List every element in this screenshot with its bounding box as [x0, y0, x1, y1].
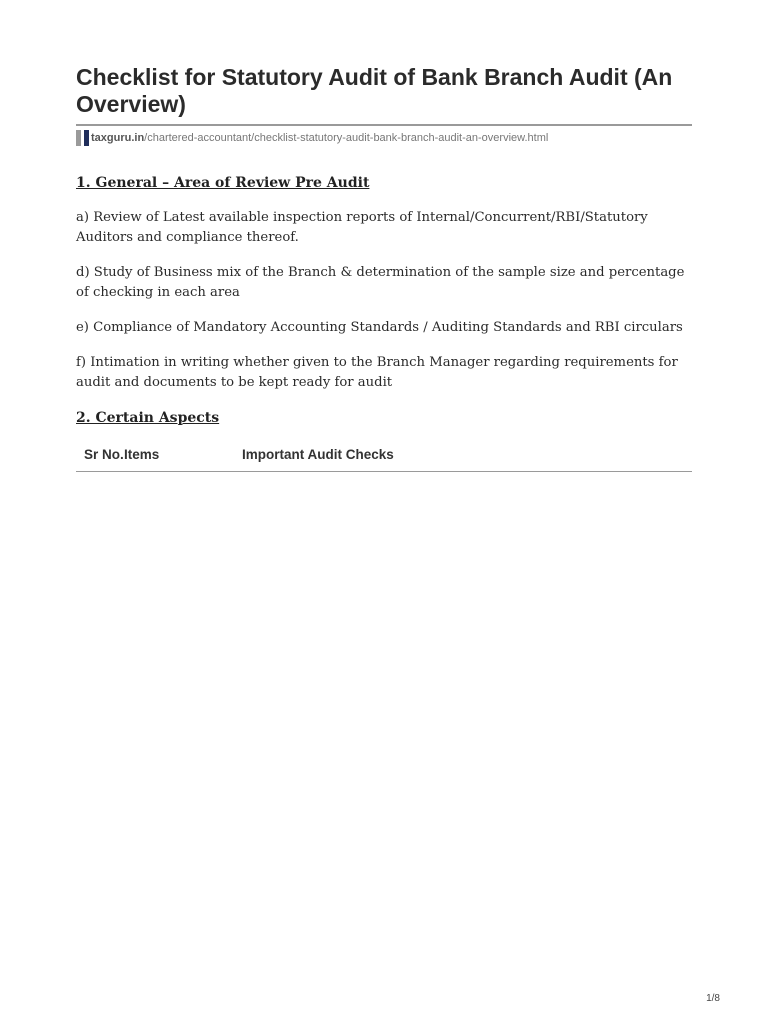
audit-checks-table-header [76, 446, 692, 472]
source-marker-navy [84, 130, 89, 146]
table-header-important-audit-checks: Important Audit Checks [242, 447, 394, 462]
source-marker-gray [76, 130, 81, 146]
section-heading-certain-aspects: 2. Certain Aspects [76, 410, 220, 426]
paragraph-d: d) Study of Business mix of the Branch & determination of the sample size and percentage of checking in each area [76, 265, 685, 300]
source-domain[interactable]: taxguru.in [91, 132, 145, 144]
title-divider [76, 124, 692, 126]
paragraph-e: e) Compliance of Mandatory Accounting Standards / Auditing Standards and RBI circulars [76, 320, 683, 335]
source-path[interactable]: /chartered-accountant/checklist-statutory-audit-bank-branch-audit-an-overview.html [144, 132, 549, 144]
table-header-items: Items [124, 447, 160, 462]
document-page [76, 64, 692, 472]
paragraph-f: f) Intimation in writing whether given to the Branch Manager regarding requirements for audit and documents to be kept ready for audit [76, 355, 678, 390]
document-title: Checklist for Statutory Audit of Bank Branch Audit (An Overview) [76, 64, 673, 117]
section-heading-general: 1. General – Area of Review Pre Audit [76, 175, 370, 191]
page-number: 1/8 [706, 993, 720, 1004]
paragraph-a: a) Review of Latest available inspection reports of Internal/Concurrent/RBI/Statutory Auditors and compliance thereof. [76, 210, 648, 245]
table-header-sr-no: Sr No. [84, 447, 124, 462]
source-line [76, 130, 692, 146]
